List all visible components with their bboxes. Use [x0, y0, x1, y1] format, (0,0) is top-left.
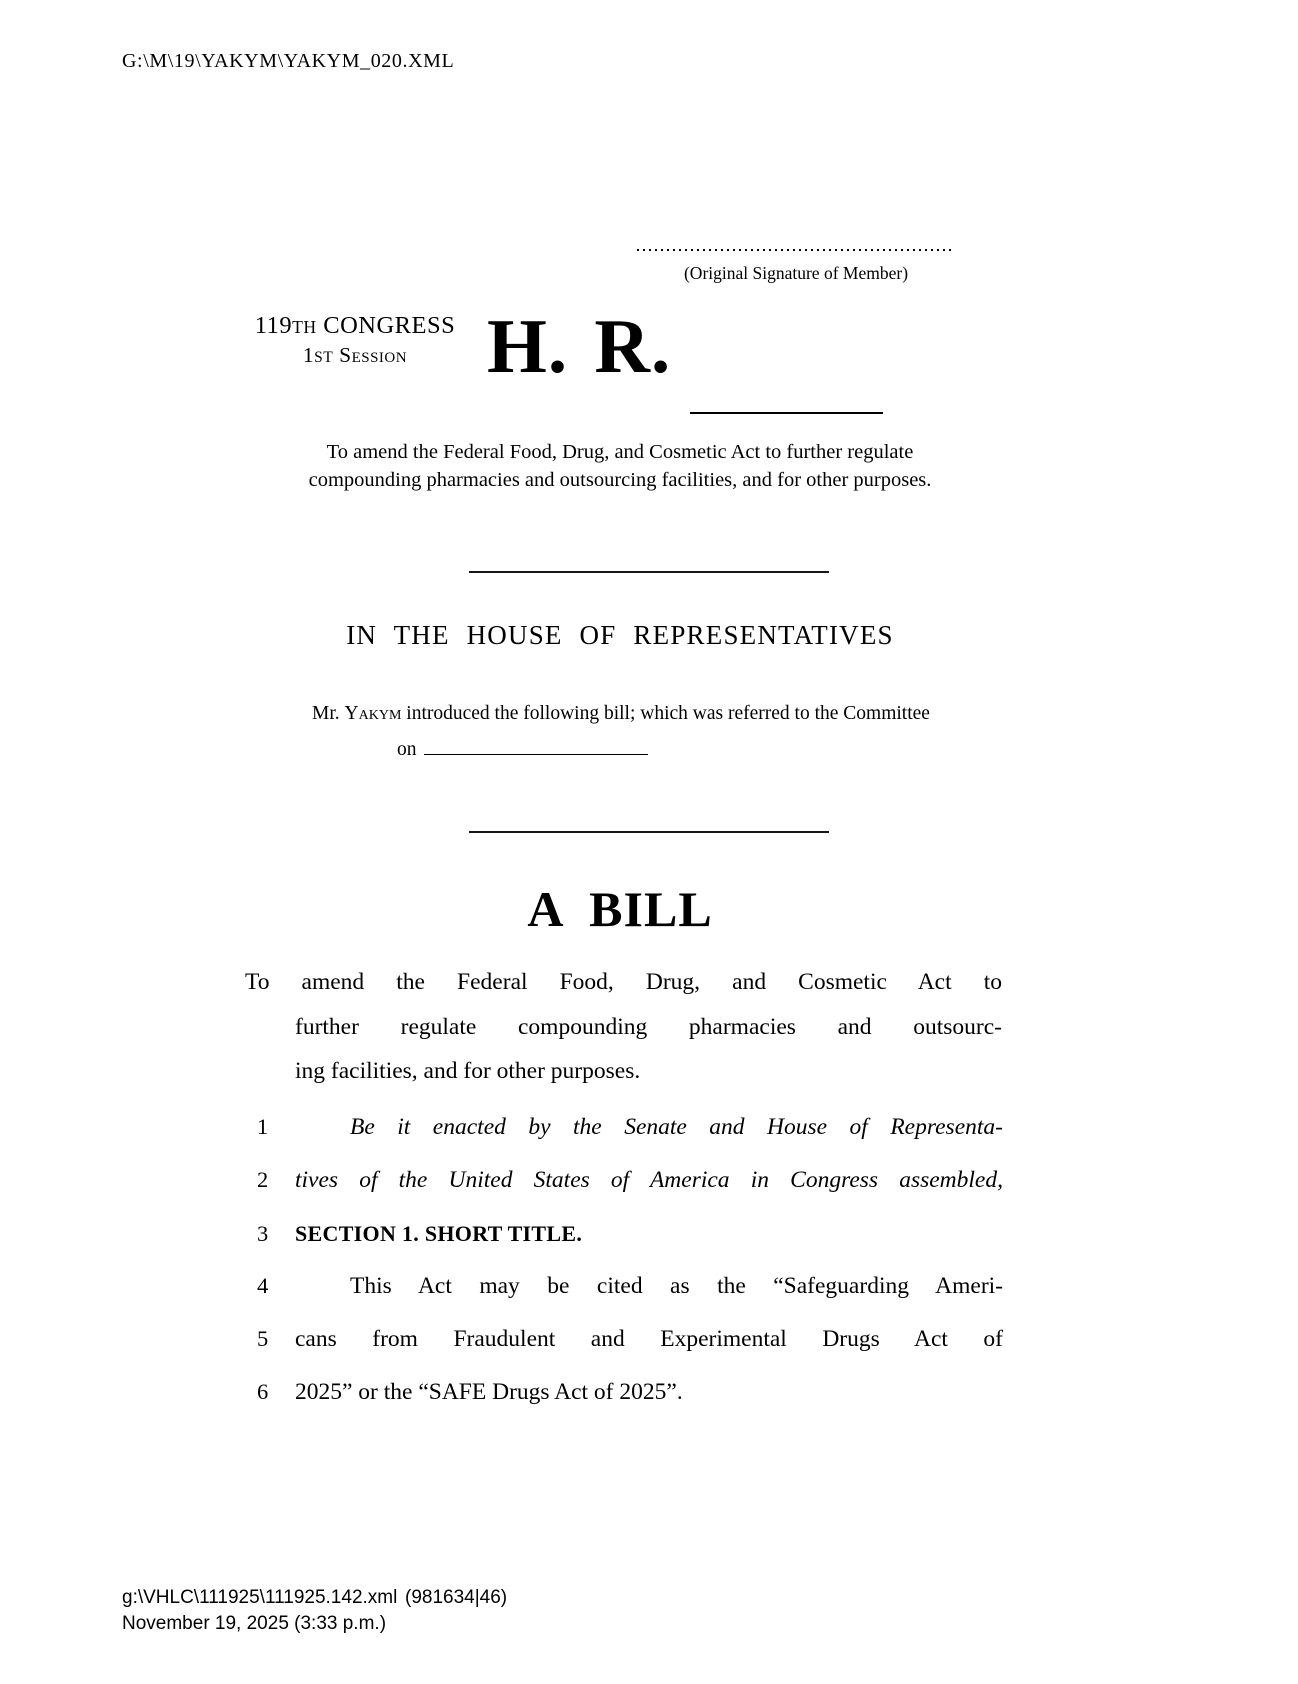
signature-caption: (Original Signature of Member): [683, 263, 909, 283]
congress-number-line: [248, 312, 462, 340]
sponsor-name: Yakym: [344, 703, 402, 724]
line-number: 3: [257, 1221, 269, 1246]
congress-label: CONGRESS: [323, 312, 456, 339]
committee-on-label: on: [397, 739, 417, 760]
sponsor-prefix: Mr.: [312, 703, 345, 724]
line-text: cans from Fraudulent and Experimental Drugs Act of: [295, 1326, 1003, 1352]
bill-text-row: [257, 1112, 1003, 1143]
document-xml-path: G:\M\19\YAKYM\YAKYM_020.XML: [122, 50, 455, 72]
introduction-block: [240, 696, 1002, 768]
congress-number: 119: [254, 312, 293, 339]
long-title: [245, 960, 1002, 1094]
line-number: 6: [257, 1379, 269, 1404]
horizontal-rule: [469, 571, 829, 573]
long-title-line: ing facilities, and for other purposes.: [295, 1058, 641, 1084]
line-text: tives of the United States of America in Congress assembled,: [295, 1167, 1003, 1193]
congress-ordinal-suffix: TH: [292, 317, 317, 337]
committee-blank-line: [424, 735, 648, 756]
drafting-footer: [122, 1585, 507, 1637]
bill-text-row: [257, 1165, 1003, 1196]
footer-date-line: November 19, 2025 (3:33 p.m.): [122, 1613, 387, 1634]
short-preamble-line: compounding pharmacies and outsourcing facilities, and for other purposes.: [308, 469, 932, 491]
line-number: 2: [257, 1167, 269, 1192]
bill-text-row: [257, 1271, 1003, 1302]
bill-text-row: [257, 1218, 1003, 1249]
line-number: 4: [257, 1273, 269, 1298]
bill-heading: A BILL: [527, 881, 713, 937]
short-preamble-line: To amend the Federal Food, Drug, and Cosmetic Act to further regulate: [326, 441, 914, 463]
line-text: 2025” or the “SAFE Drugs Act of 2025”.: [295, 1379, 683, 1405]
long-title-line: further regulate compounding pharmacies and outsourc-: [295, 1013, 1002, 1040]
line-number: 1: [257, 1114, 269, 1139]
line-number: 5: [257, 1326, 269, 1351]
short-preamble: [240, 438, 1000, 494]
session-ordinal-suffix: ST: [314, 349, 334, 367]
line-text: SECTION 1. SHORT TITLE.: [295, 1221, 583, 1246]
session-number: 1: [302, 343, 315, 368]
chamber-heading: IN THE HOUSE OF REPRESENTATIVES: [346, 620, 894, 650]
line-text: Be it enacted by the Senate and House of Representa-: [350, 1114, 1003, 1140]
footer-file-path: g:\VHLC\111925\111925.142.xml: [122, 1587, 398, 1608]
bill-text-row: [257, 1324, 1003, 1355]
bill-body: [257, 1112, 1003, 1430]
committee-line: [240, 732, 1002, 768]
signature-dotted-line: [637, 248, 955, 251]
bill-text-row: [257, 1377, 1003, 1408]
session-label: Session: [339, 343, 408, 368]
long-title-line: To amend the Federal Food, Drug, and Cosmetic Act to: [245, 969, 1002, 995]
footer-file-line: [122, 1585, 507, 1611]
line-text: This Act may be cited as the “Safeguarding Ameri-: [350, 1273, 1003, 1299]
introduction-line: [240, 696, 1002, 732]
footer-print-code: (981634|46): [405, 1587, 508, 1608]
bill-number-blank: [690, 412, 883, 414]
introduction-text: introduced the following bill; which was referred to the Committee: [401, 703, 930, 724]
congress-session-block: [248, 312, 462, 368]
bill-number-prefix: H. R.: [487, 303, 672, 389]
horizontal-rule: [469, 831, 829, 833]
session-line: [248, 343, 462, 368]
